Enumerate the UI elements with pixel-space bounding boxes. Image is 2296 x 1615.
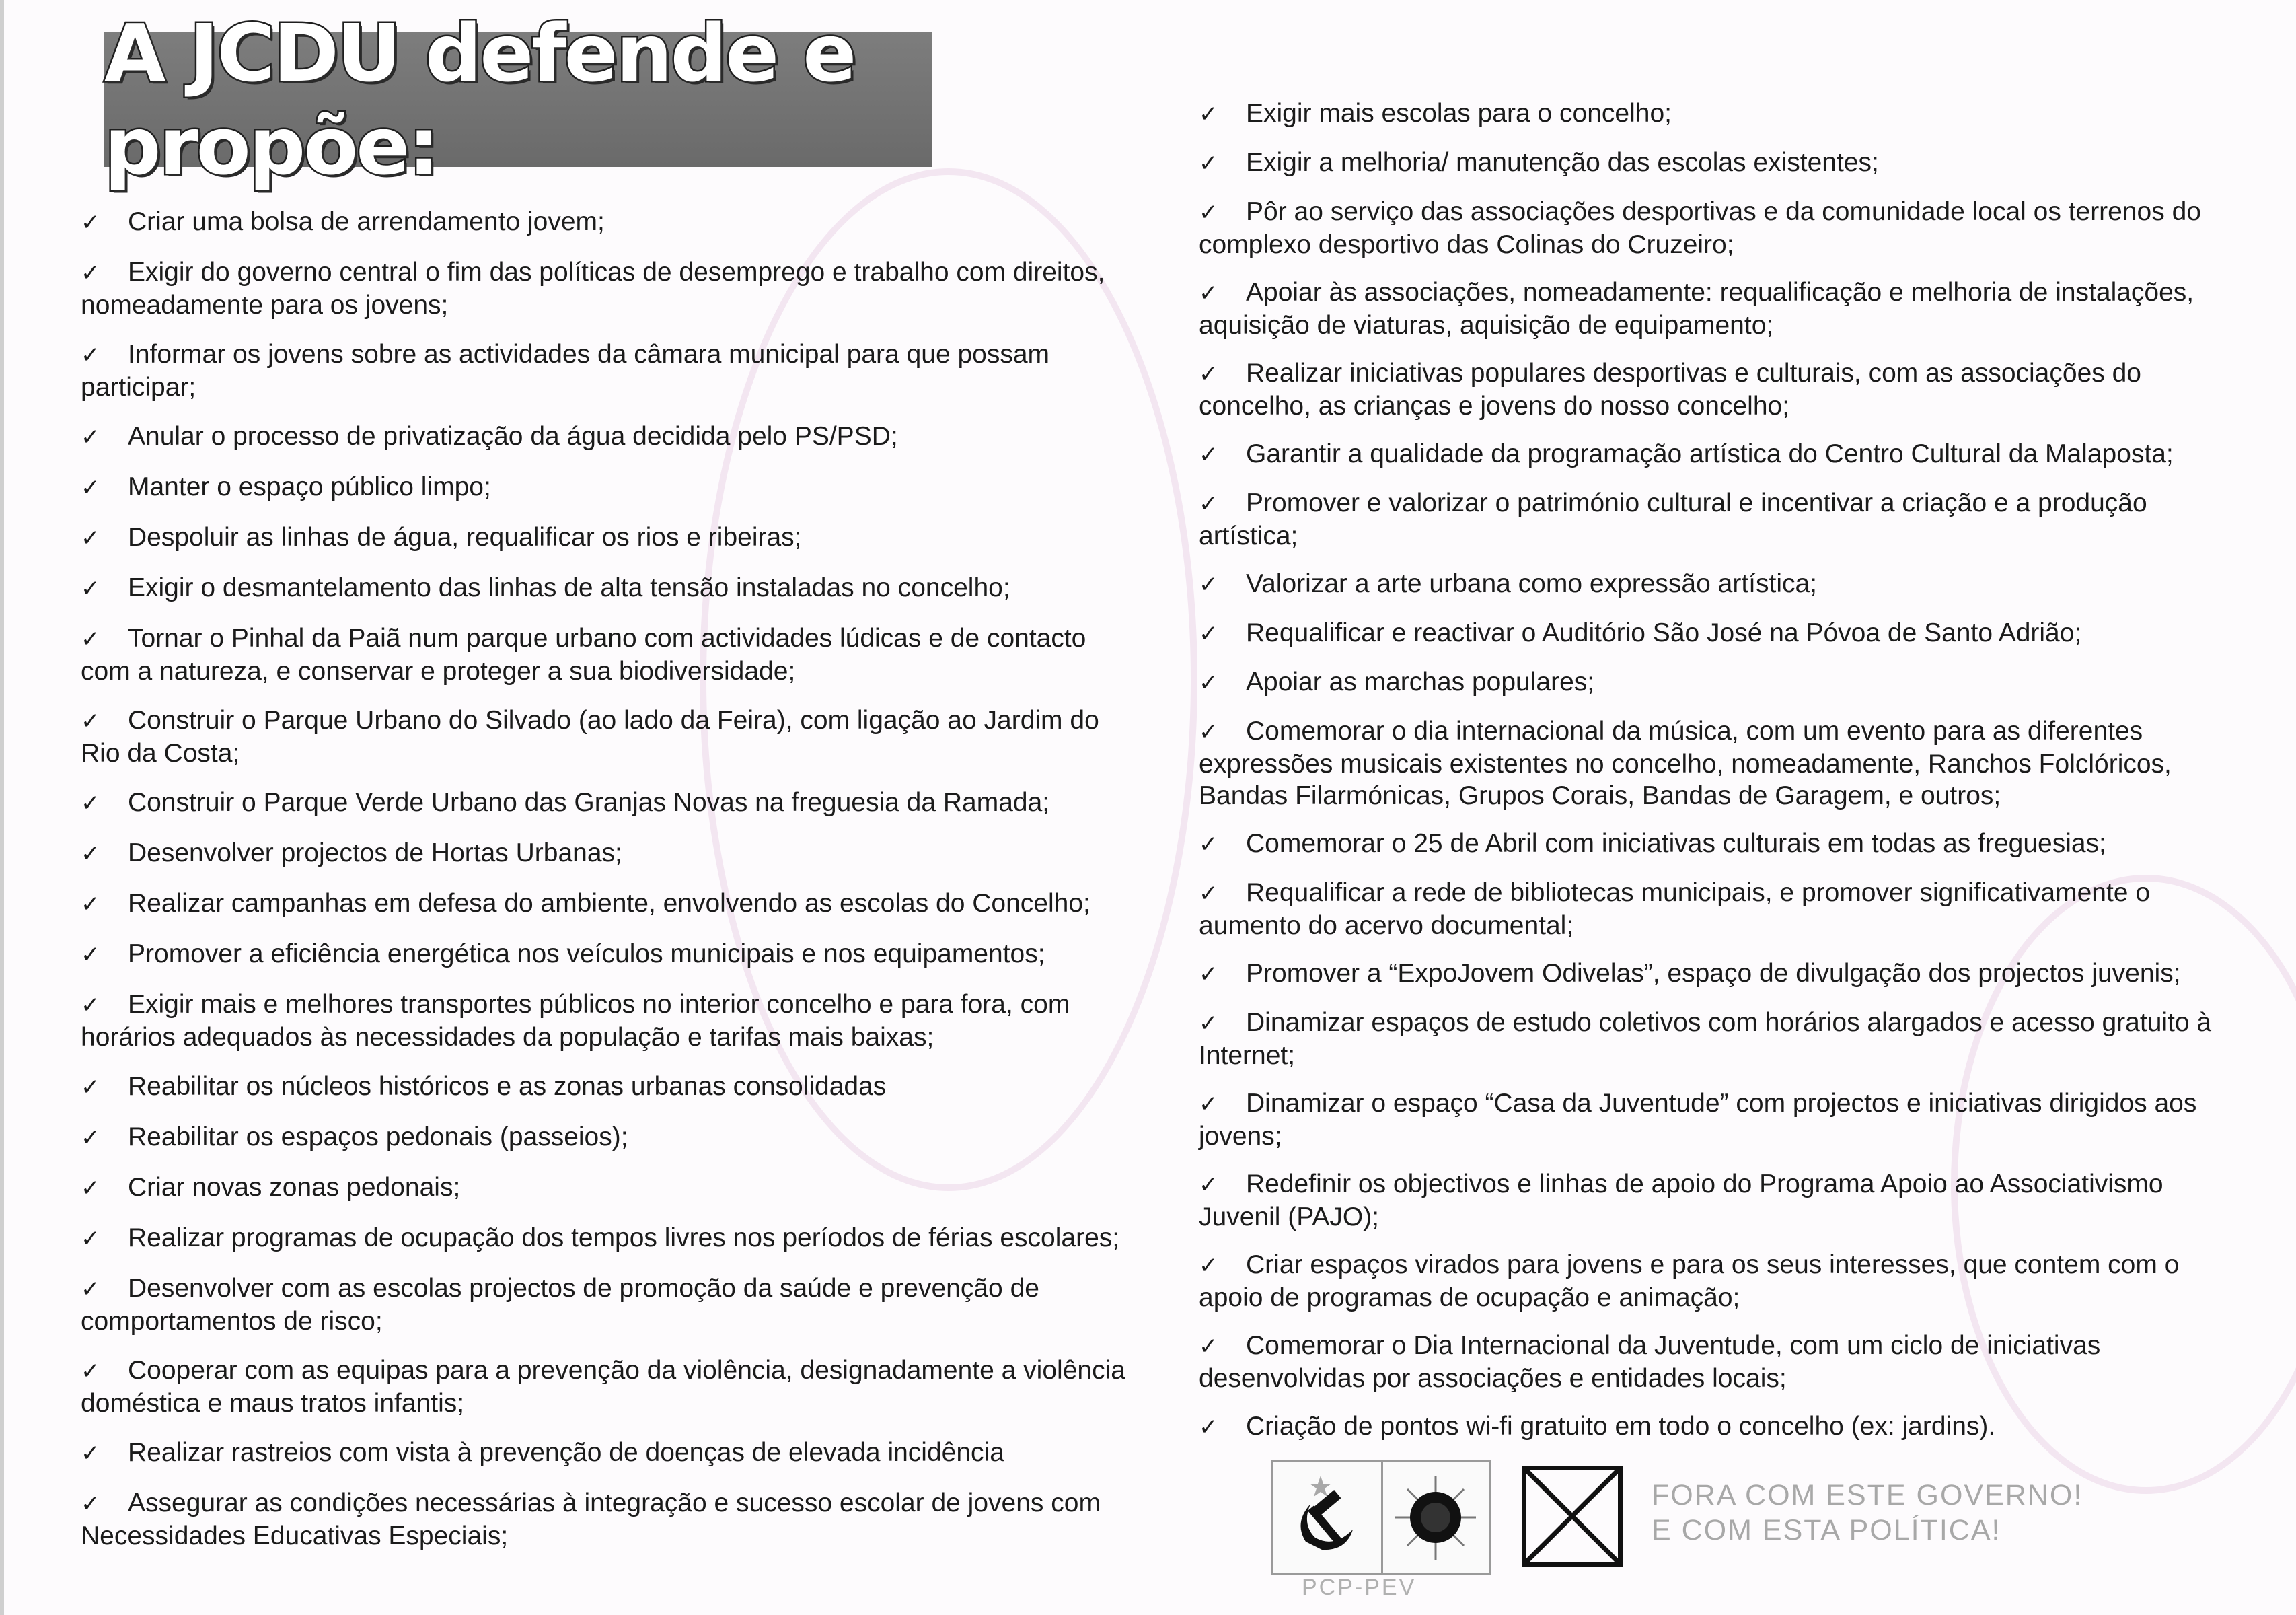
list-item (81, 256, 1130, 321)
checkmark-icon: ✓ (81, 342, 100, 369)
item-text: Manter o espaço público limpo; (128, 472, 491, 501)
item-text: Apoiar as marchas populares; (1246, 668, 1595, 696)
item-text: Pôr ao serviço das associações desportivas e da comunidade local os terrenos do complexo desportivo das Colinas do Cruzeiro; (1199, 197, 2201, 259)
item-text: Informar os jovens sobre as actividades da câmara municipal para que possam participar; (81, 340, 1050, 402)
checkmark-icon: ✓ (81, 1358, 100, 1385)
list-item (1199, 958, 2248, 991)
list-item (1199, 617, 2248, 650)
checkmark-icon: ✓ (81, 992, 100, 1019)
list-item (1199, 357, 2248, 422)
checkmark-icon: ✓ (1199, 1010, 1218, 1037)
list-item (1199, 438, 2248, 471)
page-edge (0, 0, 4, 1615)
list-item (81, 338, 1130, 403)
checkmark-icon: ✓ (1199, 670, 1218, 696)
item-text: Exigir mais escolas para o concelho; (1246, 99, 1672, 128)
list-item (1199, 828, 2248, 861)
checkmark-icon: ✓ (1199, 620, 1218, 647)
list-item (1199, 568, 2248, 601)
checkmark-icon: ✓ (81, 474, 100, 501)
checkmark-icon: ✓ (81, 891, 100, 918)
list-item (1199, 1410, 2248, 1443)
item-text: Dinamizar espaços de estudo coletivos com horários alargados e acesso gratuito à Internet; (1199, 1008, 2212, 1070)
list-item (81, 787, 1130, 820)
item-text: Realizar rastreios com vista à prevenção de doenças de elevada incidência (128, 1438, 1004, 1467)
list-item (81, 471, 1130, 504)
list-item (81, 1437, 1130, 1470)
item-text: Cooperar com as equipas para a prevenção da violência, designadamente a violência doméstica e maus tratos infantis; (81, 1356, 1125, 1418)
checkmark-icon: ✓ (81, 1124, 100, 1151)
party-label: PCP-PEV (1302, 1575, 1417, 1600)
checkmark-icon: ✓ (81, 575, 100, 602)
list-item (1199, 1330, 2248, 1394)
checkmark-icon: ✓ (1199, 1172, 1218, 1198)
checkmark-icon: ✓ (81, 260, 100, 287)
title-banner (104, 7, 932, 192)
item-text: Promover a “ExpoJovem Odivelas”, espaço de divulgação dos projectos juvenis; (1246, 959, 2181, 988)
footer-logos (1271, 1460, 2146, 1608)
list-item (1199, 196, 2248, 260)
item-text: Reabilitar os núcleos históricos e as zonas urbanas consolidadas (128, 1072, 887, 1101)
item-text: Criar espaços virados para jovens e para os seus interesses, que contem com o apoio de programas de ocupação e animação; (1199, 1250, 2180, 1312)
item-text: Tornar o Pinhal da Paiã num parque urbano com actividades lúdicas e de contacto com a natureza, e conservar e proteger a sua biodiversidade; (81, 624, 1086, 686)
checkmark-icon: ✓ (1199, 961, 1218, 988)
checkmark-icon: ✓ (81, 941, 100, 968)
list-item (81, 1355, 1130, 1419)
list-item (1199, 98, 2248, 131)
checkmark-icon: ✓ (81, 1440, 100, 1467)
item-text: Assegurar as condições necessárias à integração e sucesso escolar de jovens com Necessidades Educativas Especiais; (81, 1488, 1101, 1550)
item-text: Requalificar a rede de bibliotecas municipais, e promover significativamente o aumento do acervo documental; (1199, 878, 2151, 940)
list-item (81, 572, 1130, 605)
item-text: Apoiar às associações, nomeadamente: requalificação e melhoria de instalações, aquisição de viaturas, aquisição de equipamento; (1199, 278, 2194, 340)
list-item (1199, 1087, 2248, 1152)
checkmark-icon: ✓ (1199, 1252, 1218, 1279)
item-text: Promover e valorizar o património cultural e incentivar a criação e a produção artística; (1199, 489, 2147, 550)
list-item (1199, 147, 2248, 180)
list-item (81, 206, 1130, 239)
checkmark-icon: ✓ (1199, 831, 1218, 858)
checkmark-icon: ✓ (1199, 571, 1218, 598)
item-text: Criar novas zonas pedonais; (128, 1173, 461, 1202)
party-emblem (1271, 1460, 1491, 1575)
list-item (1199, 487, 2248, 552)
slogan-line-2: E COM ESTA POLÍTICA! (1652, 1514, 2001, 1546)
checkmark-icon: ✓ (81, 790, 100, 817)
list-item (81, 837, 1130, 870)
list-item (1199, 1007, 2248, 1071)
checkmark-icon: ✓ (81, 525, 100, 552)
checkmark-icon: ✓ (81, 209, 100, 236)
page-title: A JCDU defende e propõe: (104, 7, 855, 192)
right-proposal-list (1199, 98, 2248, 1460)
list-item (81, 1172, 1130, 1205)
item-text: Dinamizar o espaço “Casa da Juventude” com projectos e iniciativas dirigidos aos jovens; (1199, 1089, 2197, 1151)
list-item (81, 1272, 1130, 1337)
checkmark-icon: ✓ (1199, 719, 1218, 746)
checkmark-icon: ✓ (81, 626, 100, 653)
checkmark-icon: ✓ (81, 1491, 100, 1517)
item-text: Realizar iniciativas populares desportivas e culturais, com as associações do concelho, as crianças e jovens do nosso concelho; (1199, 359, 2141, 421)
item-text: Realizar campanhas em defesa do ambiente, envolvendo as escolas do Concelho; (128, 889, 1090, 918)
list-item (81, 1121, 1130, 1154)
checkmark-icon: ✓ (81, 708, 100, 735)
checkmark-icon: ✓ (81, 840, 100, 867)
checkmark-icon: ✓ (1199, 199, 1218, 226)
item-text: Redefinir os objectivos e linhas de apoio do Programa Apoio ao Associativismo Juvenil (PAJO); (1199, 1170, 2163, 1231)
item-text: Exigir do governo central o fim das políticas de desemprego e trabalho com direitos, nomeadamente para os jovens; (81, 258, 1105, 320)
list-item (81, 1487, 1130, 1552)
list-item (81, 421, 1130, 454)
checkmark-icon: ✓ (1199, 361, 1218, 388)
item-text: Comemorar o 25 de Abril com iniciativas culturais em todas as freguesias; (1246, 829, 2106, 858)
item-text: Despoluir as linhas de água, requalificar os rios e ribeiras; (128, 523, 802, 552)
sunflower-icon (1383, 1462, 1489, 1573)
item-text: Criar uma bolsa de arrendamento jovem; (128, 207, 605, 236)
item-text: Construir o Parque Verde Urbano das Granjas Novas na freguesia da Ramada; (128, 788, 1050, 817)
left-proposal-list (81, 206, 1130, 1569)
item-text: Valorizar a arte urbana como expressão artística; (1246, 569, 1818, 598)
list-item (81, 1071, 1130, 1104)
checkmark-icon: ✓ (1199, 441, 1218, 468)
checkmark-icon: ✓ (1199, 1333, 1218, 1360)
list-item (81, 938, 1130, 971)
vote-x-icon (1522, 1466, 1623, 1567)
list-item (81, 622, 1130, 687)
item-text: Anular o processo de privatização da água decidida pelo PS/PSD; (128, 422, 898, 451)
checkmark-icon: ✓ (1199, 1414, 1218, 1441)
checkmark-icon: ✓ (81, 1225, 100, 1252)
item-text: Reabilitar os espaços pedonais (passeios); (128, 1122, 628, 1151)
item-text: Construir o Parque Urbano do Silvado (ao lado da Feira), com ligação ao Jardim do Rio da Costa; (81, 706, 1099, 768)
item-text: Realizar programas de ocupação dos tempos livres nos períodos de férias escolares; (128, 1223, 1120, 1252)
checkmark-icon: ✓ (1199, 880, 1218, 907)
item-text: Exigir mais e melhores transportes públicos no interior concelho e para fora, com horários adequados às necessidades da população e tarifas mais baixas; (81, 990, 1070, 1052)
list-item (81, 989, 1130, 1053)
checkmark-icon: ✓ (1199, 101, 1218, 128)
list-item (81, 888, 1130, 921)
checkmark-icon: ✓ (1199, 1091, 1218, 1118)
slogan (1652, 1478, 2083, 1548)
checkmark-icon: ✓ (81, 1175, 100, 1202)
list-item (1199, 715, 2248, 812)
item-text: Comemorar o Dia Internacional da Juventude, com um ciclo de iniciativas desenvolvidas por associações e entidades locais; (1199, 1331, 2101, 1393)
item-text: Garantir a qualidade da programação artística do Centro Cultural da Malaposta; (1246, 439, 2174, 468)
slogan-line-1: FORA COM ESTE GOVERNO! (1652, 1479, 2083, 1511)
item-text: Requalificar e reactivar o Auditório São José na Póvoa de Santo Adrião; (1246, 618, 2082, 647)
checkmark-icon: ✓ (1199, 150, 1218, 177)
item-text: Criação de pontos wi-fi gratuito em todo o concelho (ex: jardins). (1246, 1412, 1996, 1441)
checkmark-icon: ✓ (1199, 491, 1218, 517)
list-item (1199, 877, 2248, 941)
list-item (1199, 666, 2248, 699)
list-item (81, 1222, 1130, 1255)
hammer-sickle-icon (1273, 1462, 1383, 1573)
list-item (81, 705, 1130, 769)
item-text: Exigir a melhoria/ manutenção das escolas existentes; (1246, 148, 1879, 177)
item-text: Desenvolver com as escolas projectos de promoção da saúde e prevenção de comportamentos de risco; (81, 1274, 1039, 1336)
checkmark-icon: ✓ (1199, 280, 1218, 307)
list-item (1199, 1168, 2248, 1233)
checkmark-icon: ✓ (81, 1074, 100, 1101)
list-item (1199, 277, 2248, 341)
item-text: Exigir o desmantelamento das linhas de alta tensão instaladas no concelho; (128, 573, 1010, 602)
list-item (1199, 1249, 2248, 1314)
checkmark-icon: ✓ (81, 424, 100, 451)
item-text: Promover a eficiência energética nos veículos municipais e nos equipamentos; (128, 939, 1045, 968)
checkmark-icon: ✓ (81, 1276, 100, 1303)
item-text: Comemorar o dia internacional da música, com um evento para as diferentes expressões musicais existentes no concelho, nomeadamente, Ranchos Folclóricos, Bandas Filarmónicas, Grupos Corais, Bandas de Garagem, e outros; (1199, 717, 2172, 810)
list-item (81, 522, 1130, 554)
item-text: Desenvolver projectos de Hortas Urbanas; (128, 838, 622, 867)
